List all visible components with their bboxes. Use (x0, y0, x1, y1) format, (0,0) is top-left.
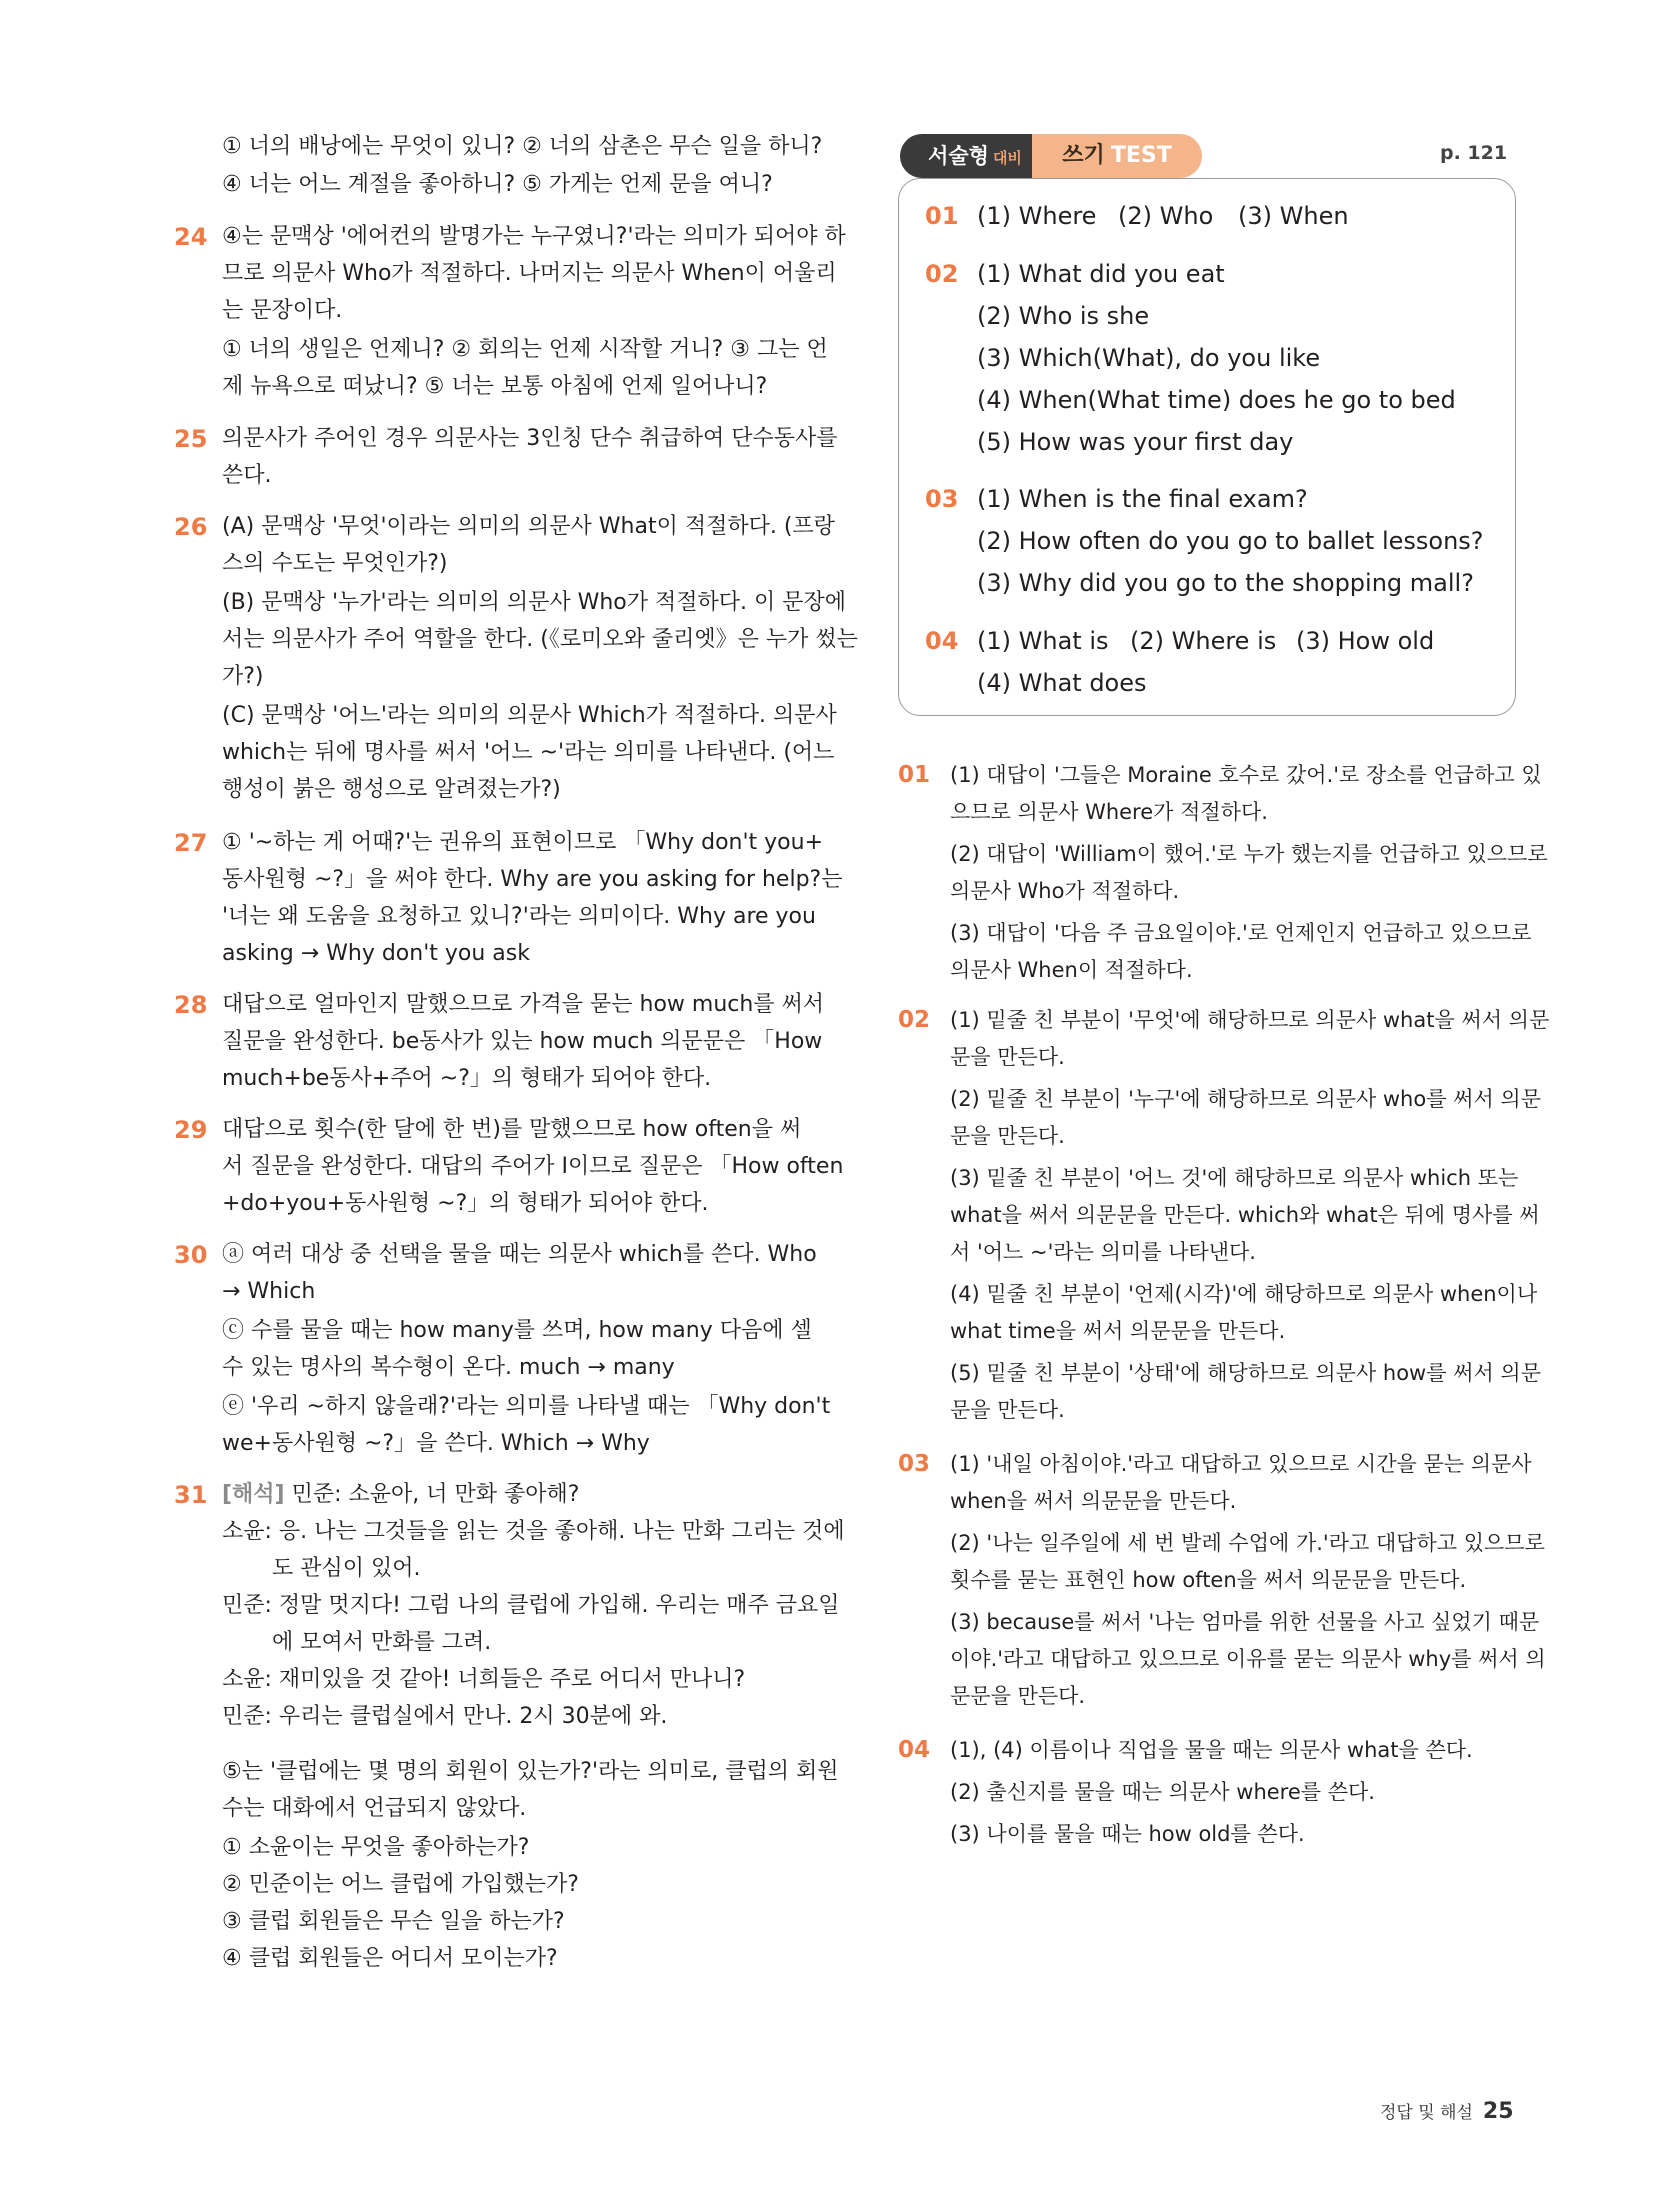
explanation-line: (2) 출신지를 물을 때는 의문사 where를 쓴다. (950, 1780, 1375, 1804)
section-badge-main: 서술형 (928, 144, 989, 168)
answer-line: (1) When is the final exam? (977, 485, 1308, 513)
explanation-line: what을 써서 의문문을 만든다. which와 what은 뒤에 명사를 써 (950, 1203, 1540, 1227)
question-number: 29 (174, 1116, 208, 1144)
explanation-line: (1) 대답이 '그들은 Moraine 호수로 갔어.'로 장소를 언급하고 있 (950, 763, 1542, 787)
question-number: 30 (174, 1241, 208, 1269)
answer-item: (3) How old (1296, 627, 1435, 655)
q26-line: 서는 의문사가 주어 역할을 한다. (《로미오와 줄리엣》은 누가 썼는 (222, 627, 858, 652)
explanation-line: (5) 밑줄 친 부분이 '상태'에 해당하므로 의문사 how를 써서 의문 (950, 1361, 1541, 1385)
explanation-line: (3) 나이를 물을 때는 how old를 쓴다. (950, 1822, 1305, 1846)
q30-line: 수 있는 명사의 복수형이 온다. much → many (222, 1355, 675, 1380)
q31-line: 민준: 우리는 클럽실에서 만나. 2시 30분에 와. (222, 1704, 668, 1729)
explanation-line: 이야.'라고 대답하고 있으므로 이유를 묻는 의문사 why를 써서 의 (950, 1647, 1546, 1671)
explanation-line: 으므로 의문사 Where가 적절하다. (950, 800, 1268, 824)
explanation-line: (1) '내일 아침이야.'라고 대답하고 있으므로 시간을 묻는 의문사 (950, 1452, 1532, 1476)
answer-item: (2) Who (1118, 202, 1214, 230)
q28-line: much+be동사+주어 ~?」의 형태가 되어야 한다. (222, 1066, 712, 1091)
q26-line: (A) 문맥상 '무엇'이라는 의미의 의문사 What이 적절하다. (프랑 (222, 514, 835, 539)
q30-line: → Which (222, 1279, 316, 1304)
q31-line: 에 모여서 만화를 그려. (272, 1630, 492, 1655)
answer-item: (1) Where (977, 202, 1097, 230)
q31-line: ⑤는 '클럽에는 몇 명의 회원이 있는가?'라는 의미로, 클럽의 회원 (222, 1759, 839, 1784)
answer-line: (2) Who is she (977, 302, 1150, 330)
explanation-line: (3) 대답이 '다음 주 금요일이야.'로 언제인지 언급하고 있으므로 (950, 921, 1532, 945)
q24-line: 제 뉴욕으로 떠났니? ⑤ 너는 보통 아침에 언제 일어나니? (222, 374, 768, 399)
answer-number: 02 (925, 260, 959, 288)
explanation-line: (2) 대답이 'William이 했어.'로 누가 했는지를 언급하고 있으므로 (950, 842, 1548, 866)
section-badge (900, 134, 1050, 178)
q24-line: 는 문장이다. (222, 298, 343, 323)
answer-line: (5) How was your first day (977, 428, 1294, 456)
q25-line: 의문사가 주어인 경우 의문사는 3인칭 단수 취급하여 단수동사를 (222, 426, 838, 451)
answer-line: (1) What did you eat (977, 260, 1225, 288)
explanation-line: 서 '어느 ~'라는 의미를 나타낸다. (950, 1240, 1256, 1264)
explanation-line: 문을 만든다. (950, 1045, 1065, 1069)
q26-line: 행성이 붉은 행성으로 알려졌는가?) (222, 777, 561, 802)
section-title-korean: 쓰기 (1062, 143, 1105, 168)
explanation-line: 횟수를 묻는 표현인 how often을 써서 의문문을 만든다. (950, 1568, 1467, 1592)
section-title (1032, 134, 1202, 178)
explanation-line: (4) 밑줄 친 부분이 '언제(시각)'에 해당하므로 의문사 when이나 (950, 1282, 1538, 1306)
explanation-line: (2) '나는 일주일에 세 번 발레 수업에 가.'라고 대답하고 있으므로 (950, 1531, 1545, 1555)
q26-line: (C) 문맥상 '어느'라는 의미의 의문사 Which가 적절하다. 의문사 (222, 703, 837, 728)
q31-line: ① 소윤이는 무엇을 좋아하는가? (222, 1835, 530, 1860)
explanation-line: (3) because를 써서 '나는 엄마를 위한 선물을 사고 싶었기 때문 (950, 1610, 1540, 1634)
translation-tag: [해석] (222, 1482, 285, 1507)
answer-number: 03 (925, 485, 959, 513)
q31-line: 수는 대화에서 언급되지 않았다. (222, 1796, 527, 1821)
answer-number: 01 (925, 202, 959, 230)
q29-line: 서 질문을 완성한다. 대답의 주어가 I이므로 질문은 「How often (222, 1154, 844, 1179)
q31-line: 소윤: 응. 나는 그것들을 읽는 것을 좋아해. 나는 만화 그리는 것에 (222, 1519, 845, 1544)
q23-line: ① 너의 배낭에는 무엇이 있니? ② 너의 삼촌은 무슨 일을 하니? (222, 134, 823, 159)
explanation-line: 의문사 When이 적절하다. (950, 958, 1193, 982)
explanation-line: (1), (4) 이름이나 직업을 물을 때는 의문사 what을 쓴다. (950, 1738, 1473, 1762)
explanation-line: (2) 밑줄 친 부분이 '누구'에 해당하므로 의문사 who를 써서 의문 (950, 1087, 1541, 1111)
answer-item: (3) When (1238, 202, 1349, 230)
answer-line: (4) When(What time) does he go to bed (977, 386, 1456, 414)
explanation-line: 문을 만든다. (950, 1124, 1065, 1148)
q31-line: 민준: 정말 멋지다! 그럼 나의 클럽에 가입해. 우리는 매주 금요일 (222, 1593, 840, 1618)
answer-line: (2) How often do you go to ballet lessons? (977, 527, 1484, 555)
q31-line: ③ 클럽 회원들은 무슨 일을 하는가? (222, 1909, 565, 1934)
explanation-line: (3) 밑줄 친 부분이 '어느 것'에 해당하므로 의문사 which 또는 (950, 1166, 1519, 1190)
answer-line: (3) Which(What), do you like (977, 344, 1321, 372)
question-number: 26 (174, 513, 208, 541)
question-number: 27 (174, 829, 208, 857)
q27-line: 동사원형 ~?」을 써야 한다. Why are you asking for help?는 (222, 867, 843, 892)
answer-line: (3) Why did you go to the shopping mall? (977, 569, 1474, 597)
q31-line: ④ 클럽 회원들은 어디서 모이는가? (222, 1946, 558, 1971)
explanation-line: (1) 밑줄 친 부분이 '무엇'에 해당하므로 의문사 what을 써서 의문 (950, 1008, 1550, 1032)
q30-line: ⓐ 여러 대상 중 선택을 물을 때는 의문사 which를 쓴다. Who (222, 1242, 817, 1267)
q30-line: ⓔ '우리 ~하지 않을래?'라는 의미를 나타낼 때는 「Why don't (222, 1394, 831, 1419)
explanation-number: 03 (898, 1451, 931, 1477)
explanation-line: 문을 만든다. (950, 1398, 1065, 1422)
q31-line: 도 관심이 있어. (272, 1556, 421, 1581)
footer-label: 정답 및 해설 (1380, 2103, 1473, 2123)
q24-line: ① 너의 생일은 언제니? ② 회의는 언제 시작할 거니? ③ 그는 언 (222, 337, 828, 362)
question-number: 24 (174, 223, 208, 251)
q31-line: 소윤: 재미있을 것 같아! 너희들은 주로 어디서 만나니? (222, 1667, 746, 1692)
answer-item: (4) What does (977, 669, 1147, 697)
q27-line: ① '~하는 게 어때?'는 권유의 표현이므로 「Why don't you+ (222, 830, 824, 855)
page-reference: p. 121 (1440, 142, 1508, 164)
q26-line: 가?) (222, 664, 264, 689)
q31-first-line (222, 1480, 579, 1510)
answer-item: (2) Where is (1130, 627, 1277, 655)
answer-number: 04 (925, 627, 959, 655)
explanation-line: 의문사 Who가 적절하다. (950, 879, 1180, 903)
explanation-line: 문문을 만든다. (950, 1684, 1086, 1708)
explanation-number: 04 (898, 1737, 931, 1763)
q24-line: ④는 문맥상 '에어컨의 발명가는 누구였니?'라는 의미가 되어야 하 (222, 224, 846, 249)
section-title-test: TEST (1110, 143, 1172, 168)
explanation-line: when을 써서 의문문을 만든다. (950, 1489, 1237, 1513)
q29-line: +do+you+동사원형 ~?」의 형태가 되어야 한다. (222, 1191, 709, 1216)
q29-line: 대답으로 횟수(한 달에 한 번)를 말했으므로 how often을 써 (222, 1117, 802, 1142)
q31-line: ② 민준이는 어느 클럽에 가입했는가? (222, 1872, 579, 1897)
q26-line: which는 뒤에 명사를 써서 '어느 ~'라는 의미를 나타낸다. (어느 (222, 740, 835, 765)
q27-line: '너는 왜 도움을 요청하고 있니?'라는 의미이다. Why are you (222, 904, 816, 929)
q24-line: 므로 의문사 Who가 적절하다. 나머지는 의문사 When이 어울리 (222, 261, 837, 286)
explanation-number: 01 (898, 762, 931, 788)
q31-dialogue-line: 민준: 소윤아, 너 만화 좋아해? (291, 1482, 580, 1507)
answer-item: (1) What is (977, 627, 1109, 655)
page-footer (1380, 2098, 1514, 2124)
q28-line: 대답으로 얼마인지 말했으므로 가격을 묻는 how much를 써서 (222, 992, 825, 1017)
q26-line: (B) 문맥상 '누가'라는 의미의 의문사 Who가 적절하다. 이 문장에 (222, 590, 846, 615)
q26-line: 스의 수도는 무엇인가?) (222, 551, 448, 576)
explanation-number: 02 (898, 1007, 931, 1033)
q30-line: ⓒ 수를 물을 때는 how many를 쓰며, how many 다음에 셀 (222, 1318, 812, 1343)
q25-line: 쓴다. (222, 463, 272, 488)
page-number: 25 (1482, 2099, 1514, 2124)
q28-line: 질문을 완성한다. be동사가 있는 how much 의문문은 「How (222, 1029, 823, 1054)
section-badge-sub: 대비 (992, 149, 1022, 167)
question-number: 28 (174, 991, 208, 1019)
q30-line: we+동사원형 ~?」을 쓴다. Which → Why (222, 1431, 650, 1456)
explanation-line: what time을 써서 의문문을 만든다. (950, 1319, 1286, 1343)
q23-line: ④ 너는 어느 계절을 좋아하니? ⑤ 가게는 언제 문을 여니? (222, 172, 773, 197)
question-number: 25 (174, 425, 208, 453)
q27-line: asking → Why don't you ask (222, 941, 530, 966)
question-number: 31 (174, 1481, 208, 1509)
